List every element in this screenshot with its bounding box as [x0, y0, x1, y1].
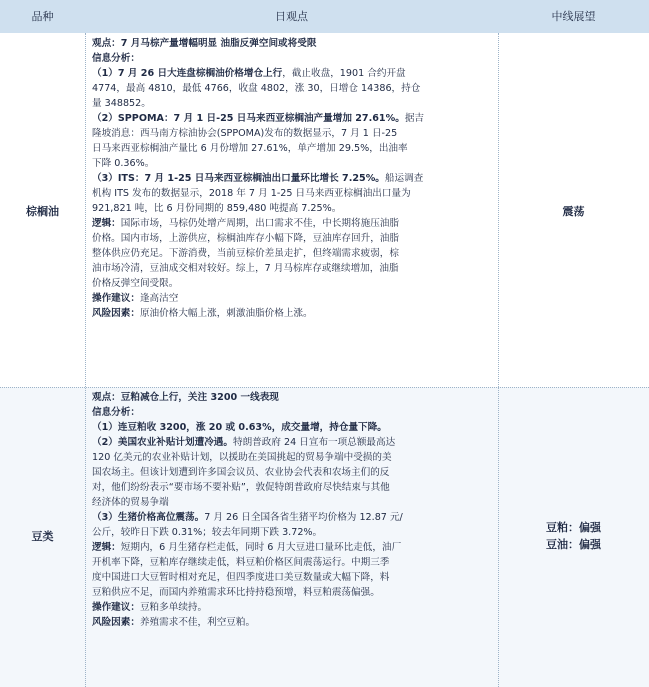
text-line: [92, 231, 492, 246]
text-line-normal: 公斤，较昨日下跌 0.31%；较去年同期下跌 3.72%。: [92, 527, 323, 538]
text-line-bold: （1）连豆粕收 3200，涨 20 或 0.63%，成交量增，持仓量下降。: [92, 422, 387, 433]
text-line: [92, 66, 492, 81]
text-line-normal: 4774，最高 4810，最低 4766，收盘 4802，涨 30，日增仓 14386，持仓: [92, 83, 421, 94]
text-line: [92, 555, 492, 570]
text-line: [92, 450, 492, 465]
outlook-soybean-oil: 豆油：偏强: [546, 538, 601, 551]
text-line-normal: ，截止收盘，1901 合约开盘: [282, 68, 406, 79]
text-line-bold: 操作建议：: [92, 602, 140, 613]
text-line-normal: 经济体的贸易争端: [92, 497, 169, 508]
column-divider: [85, 33, 86, 687]
text-line: [92, 276, 492, 291]
text-line: [92, 201, 492, 216]
text-line-bold: （2）SPPOMA：7 月 1 日-25 日马来西亚棕榈油产量增加 27.61%。: [92, 113, 405, 124]
text-line: [92, 540, 492, 555]
text-line: [92, 615, 492, 630]
category-palm-oil: 棕榈油: [26, 205, 59, 218]
text-line: [92, 510, 492, 525]
text-line-bold: 风险因素：: [92, 308, 140, 319]
text-line-bold: 观点：7 月马棕产量增幅明显 油脂反弹空间或将受限: [92, 38, 317, 49]
text-line-bold: （3）生猪价格高位震荡。: [92, 512, 205, 523]
text-line-normal: 油市场冷清，豆油成交相对较好。综上，7 月马棕库存或继续增加，油脂: [92, 263, 399, 274]
text-line: [92, 480, 492, 495]
text-line: [92, 291, 492, 306]
text-line: [92, 111, 492, 126]
text-line: [92, 465, 492, 480]
text-line-normal: 921,821 吨，比 6 月份同期的 859,480 吨提高 7.25%。: [92, 203, 342, 214]
text-line-normal: 船运调查: [384, 173, 424, 184]
text-line: [92, 141, 492, 156]
table-header: [0, 0, 649, 33]
header-category: 品种: [31, 10, 54, 23]
text-line-normal: 国农场主。但该计划遭到许多国会议员、农业协会代表和农场主们的反: [92, 467, 390, 478]
header-daily-view: 日观点: [275, 10, 308, 23]
text-line-normal: 7 月 26 日全国各省生猪平均价格为 12.87 元/: [204, 512, 403, 523]
text-line-normal: 机构 ITS 发布的数据显示，2018 年 7 月 1-25 日马来西亚棕榈油出口量为: [92, 188, 411, 199]
text-line-normal: 整体供应仍充足。下游消费，当前豆棕价差虽走扩，但终端需求疲弱，棕: [92, 248, 399, 259]
text-line-bold: 信息分析：: [92, 53, 140, 64]
text-line-normal: 量 348852。: [92, 98, 151, 109]
text-line-bold: （2）美国农业补贴计划遭冷遇。: [92, 437, 233, 448]
text-line-normal: 价格反弹空间受限。: [92, 278, 179, 289]
text-line: [92, 81, 492, 96]
text-line: [92, 246, 492, 261]
text-line-bold: 逻辑：: [92, 542, 121, 553]
row-divider: [0, 387, 649, 388]
text-line-normal: 度中国进口大豆暂时相对充足，但四季度进口美豆数量或大幅下降，料: [92, 572, 390, 583]
text-line-normal: 120 亿美元的农业补贴计划，以援助在美国挑起的贸易争端中受损的美: [92, 452, 392, 463]
text-line: [92, 600, 492, 615]
text-line: [92, 306, 492, 321]
text-line-normal: 原油价格大幅上涨，刺激油脂价格上涨。: [139, 308, 313, 319]
text-line: [92, 435, 492, 450]
text-line: [92, 51, 492, 66]
text-line-bold: 逻辑：: [92, 218, 121, 229]
text-line: [92, 126, 492, 141]
text-line-bold: （1）7 月 26 日大连盘棕榈油价格增仓上行: [92, 68, 283, 79]
text-line: [92, 525, 492, 540]
text-line-normal: 豆粕多单续持。: [139, 602, 208, 613]
text-line-normal: 短期内，6 月生猪存栏走低，同时 6 月大豆进口量环比走低，油厂: [120, 542, 402, 553]
text-line-bold: 信息分析：: [92, 407, 140, 418]
text-line: [92, 495, 492, 510]
text-line-bold: 操作建议：: [92, 293, 140, 304]
text-line: [92, 36, 492, 51]
text-line-normal: 逢高沽空: [139, 293, 179, 304]
text-line: [92, 390, 492, 405]
outlook-palm-oil: 震荡: [562, 205, 585, 218]
text-line: [92, 216, 492, 231]
text-line: [92, 171, 492, 186]
category-soybean: 豆类: [31, 530, 54, 543]
text-line-normal: 据吉: [404, 113, 424, 124]
text-line-normal: 养殖需求不佳，利空豆粕。: [139, 617, 256, 628]
text-line: [92, 156, 492, 171]
text-line-normal: 国际市场，马棕仍处增产周期，出口需求不佳，中长期将施压油脂: [120, 218, 399, 229]
text-line: [92, 420, 492, 435]
text-line-normal: 开机率下降，豆粕库存继续走低，料豆粕价格区间震荡运行。中期三季: [92, 557, 390, 568]
header-outlook: 中线展望: [551, 10, 596, 23]
text-line-bold: 风险因素：: [92, 617, 140, 628]
daily-view-soybean: [92, 390, 492, 630]
text-line-normal: 特朗普政府 24 日宣布一项总额最高达: [233, 437, 396, 448]
text-line-normal: 对，他们纷纷表示“要市场不要补贴”，敦促特朗普政府尽快结束与其他: [92, 482, 390, 493]
text-line-normal: 日马来西亚棕榈油产量比 6 月份增加 27.61%，单产增加 29.5%，出油率: [92, 143, 408, 154]
text-line-bold: 观点：豆粕减仓上行，关注 3200 一线表现: [92, 392, 279, 403]
text-line-bold: （3）ITS：7 月 1-25 日马来西亚棕榈油出口量环比增长 7.25%。: [92, 173, 385, 184]
text-line: [92, 96, 492, 111]
text-line: [92, 405, 492, 420]
text-line-normal: 豆粕供应不足，而国内养殖需求环比持持稳预增，料豆粕震荡偏强。: [92, 587, 380, 598]
daily-view-palm-oil: [92, 36, 492, 321]
text-line: [92, 186, 492, 201]
text-line: [92, 585, 492, 600]
text-line-normal: 隆坡消息：西马南方棕油协会(SPPOMA)发布的数据显示，7 月 1 日-25: [92, 128, 398, 139]
text-line: [92, 261, 492, 276]
text-line-normal: 下降 0.36%。: [92, 158, 155, 169]
text-line-normal: 价格。国内市场，上游供应，棕榈油库存小幅下降，豆油库存回升，油脂: [92, 233, 399, 244]
column-divider: [498, 33, 499, 687]
text-line: [92, 570, 492, 585]
outlook-soybean-meal: 豆粕：偏强: [546, 521, 601, 534]
